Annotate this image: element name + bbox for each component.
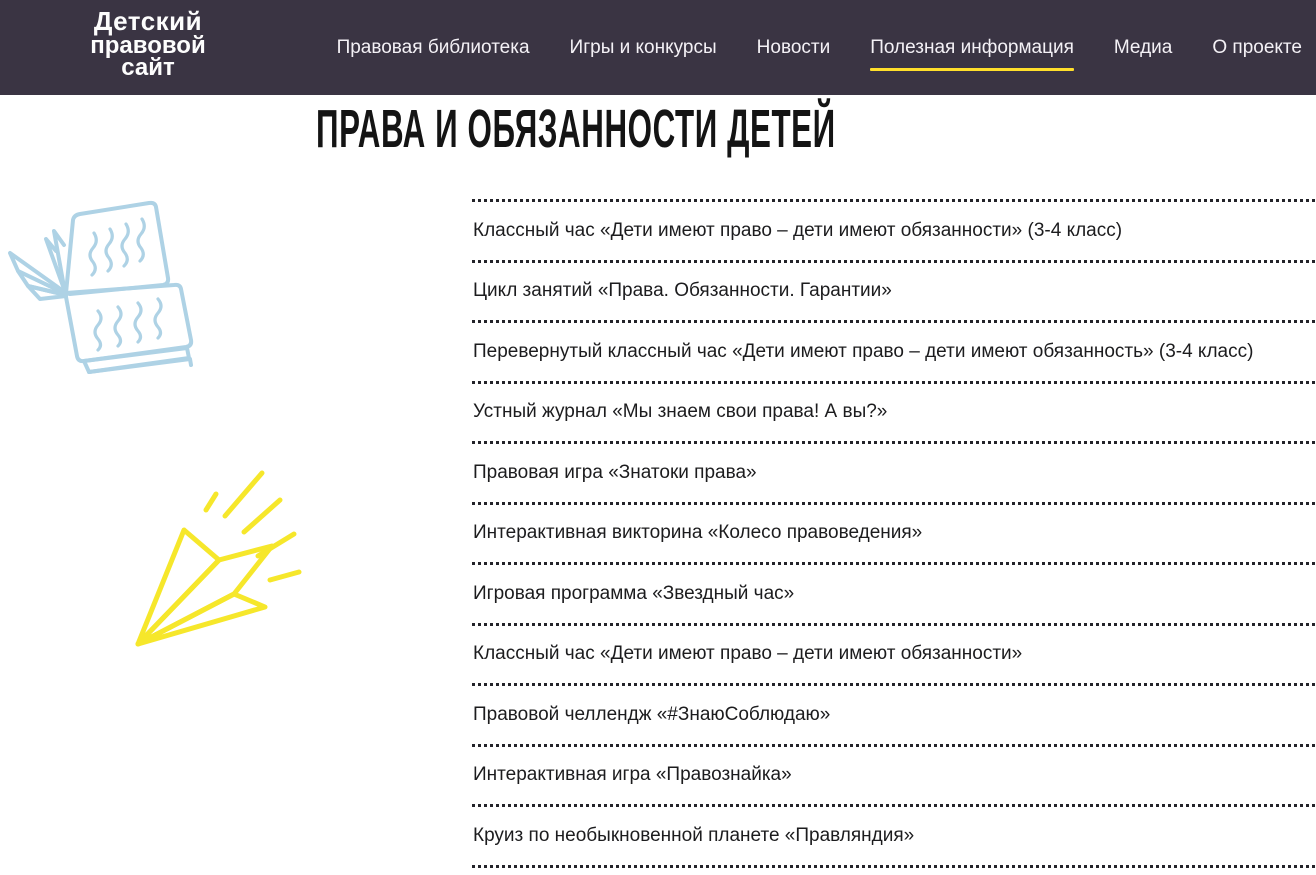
nav-item-about[interactable]: О проекте	[1212, 36, 1302, 58]
nav-item-games-contests[interactable]: Игры и конкурсы	[569, 36, 717, 58]
list-item[interactable]: Классный час «Дети имеют право – дети имеют обязанности»	[473, 643, 1023, 665]
logo-line-1: Детский	[93, 6, 203, 36]
topic-list	[472, 199, 1316, 868]
list-item[interactable]: Интерактивная викторина «Колесо правоведения»	[473, 522, 923, 544]
list-item[interactable]: Игровая программа «Звездный час»	[473, 582, 795, 604]
site-logo[interactable]	[84, 6, 212, 81]
list-item[interactable]: Правовой челлендж «#ЗнаюСоблюдаю»	[473, 703, 831, 725]
list-item[interactable]: Классный час «Дети имеют право – дети имеют обязанности» (3-4 класс)	[473, 219, 1123, 241]
logo-line-3: сайт	[121, 54, 175, 81]
nav-item-news[interactable]: Новости	[756, 36, 831, 58]
shooting-star-doodle-icon	[122, 468, 302, 652]
nav-item-legal-library[interactable]: Правовая библиотека	[336, 36, 530, 58]
dotted-divider	[472, 865, 1316, 868]
open-book-doodle-icon	[2, 193, 230, 385]
page-title: ПРАВА И ОБЯЗАННОСТИ ДЕТЕЙ	[316, 99, 836, 159]
list-item[interactable]: Интерактивная игра «Правознайка»	[473, 764, 792, 786]
site-header	[0, 0, 1316, 95]
list-item[interactable]: Правовая игра «Знатоки права»	[473, 461, 757, 483]
logo-line-2: правовой	[90, 32, 206, 59]
nav-item-useful-info[interactable]: Полезная информация	[870, 0, 1074, 95]
nav-item-media[interactable]: Медиа	[1113, 36, 1173, 58]
list-item[interactable]: Круиз по необыкновенной планете «Правляндия»	[473, 824, 915, 846]
list-item[interactable]: Устный журнал «Мы знаем свои права! А вы?»	[473, 401, 888, 423]
main-nav	[337, 0, 1302, 95]
list-item[interactable]: Цикл занятий «Права. Обязанности. Гарантии»	[473, 280, 892, 302]
list-item[interactable]: Перевернутый классный час «Дети имеют право – дети имеют обязанность» (3-4 класс)	[473, 340, 1254, 362]
